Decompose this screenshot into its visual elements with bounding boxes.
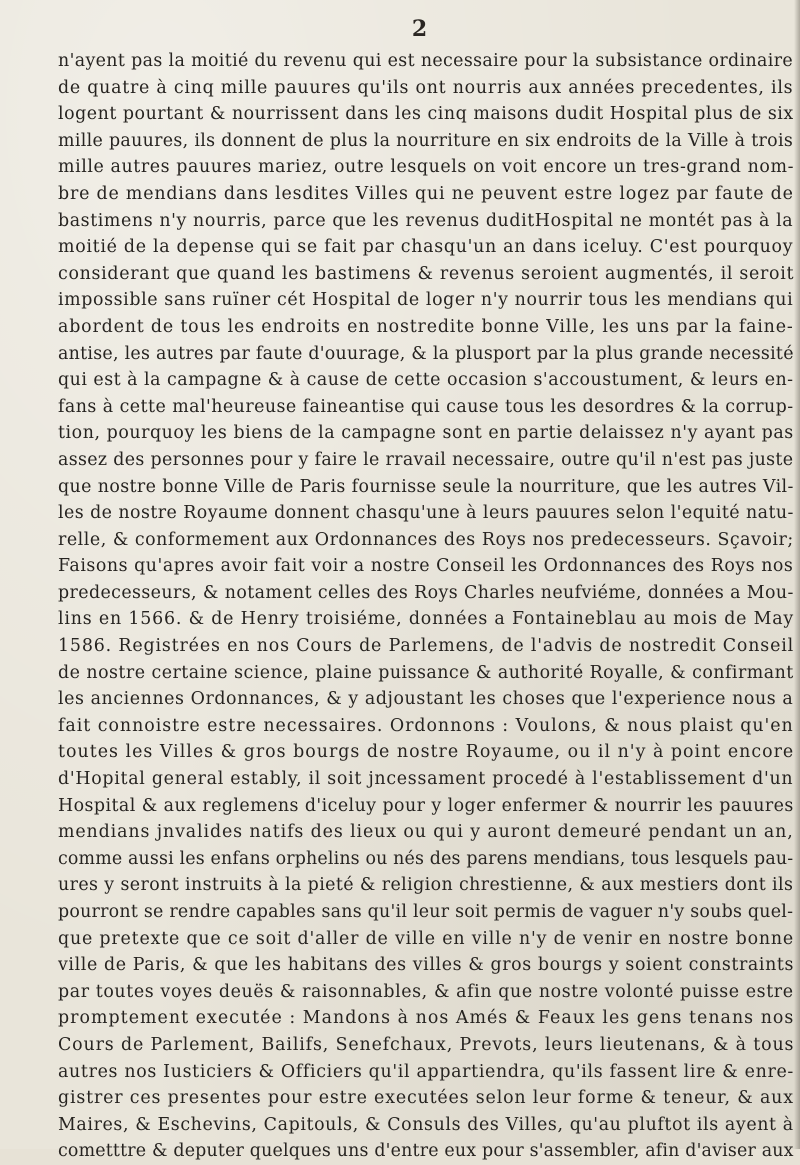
text-line: mille pauures, ils donnent de plus la nourriture en six endroits de la Ville à trois <box>58 130 794 151</box>
text-line: Cours de Parlement, Bailifs, Senefchaux, Prevots, leurs lieutenans, & à tous <box>58 1034 795 1055</box>
page-number: 2 <box>411 16 429 42</box>
text-line: mille autres pauures mariez, outre lesquels on voit encore un tres-grand nom- <box>58 157 795 178</box>
text-line: Faisons qu'apres avoir fait voir a nostre Conseil les Ordonnances des Roys nos <box>58 556 794 577</box>
text-line: impossible sans ruïner cét Hospital de loger n'y nourrir tous les mendians qui <box>58 290 794 311</box>
text-line: qui est à la campagne & à cause de cette occasion s'accoustument, & leurs en- <box>58 370 794 391</box>
page-edge-shadow <box>794 0 800 1149</box>
text-line: de quatre à cinq mille pauures qu'ils ont nourris aux années precedentes, ils <box>58 77 794 98</box>
text-line: bastimens n'y nourris, parce que les revenus duditHospital ne montét pas à la <box>58 210 794 231</box>
text-line: Maires, & Eschevins, Capitouls, & Consuls des Villes, qu'au pluftot ils ayent à <box>58 1114 794 1135</box>
text-line: promptement executée : Mandons à nos Amés & Feaux les gens tenans nos <box>58 1008 795 1029</box>
text-line: gistrer ces presentes pour estre executées selon leur forme & teneur, & aux <box>58 1088 794 1109</box>
text-line: par toutes voyes deuës & raisonnables, & afin que nostre volonté puisse estre <box>58 981 794 1002</box>
text-line: de nostre certaine science, plaine puissance & authorité Royalle, & confirmant <box>58 662 794 683</box>
text-line: toutes les Villes & gros bourgs de nostre Royaume, ou il n'y à point encore <box>58 742 795 763</box>
text-line: autres nos Iusticiers & Officiers qu'il appartiendra, qu'ils fassent lire & enre- <box>58 1061 794 1082</box>
text-line: moitié de la depense qui se fait par chasqu'un an dans iceluy. C'est pourquoy <box>58 237 794 258</box>
text-line: que nostre bonne Ville de Paris fournisse seule la nourriture, que les autres Vil- <box>58 476 794 497</box>
text-line: mendians jnvalides natifs des lieux ou qui y auront demeuré pendant un an, <box>58 822 794 843</box>
text-line: logent pourtant & nourrissent dans les cinq maisons dudit Hospital plus de six <box>58 104 794 125</box>
text-line: antise, les autres par faute d'ouurage, & la plusport par la plus grande necessité <box>58 343 794 364</box>
text-line: les de nostre Royaume donnent chasqu'une à leurs pauures selon l'equité natu- <box>58 503 794 524</box>
text-line: considerant que quand les bastimens & revenus seroient augmentés, il seroit <box>58 263 795 284</box>
text-line: lins en 1566. & de Henry troisiéme, données a Fontaineblau au mois de May <box>58 609 795 630</box>
text-line: comme aussi les enfans orphelins ou nés des parens mendians, tous lesquels pau- <box>58 848 794 869</box>
text-line: predecesseurs, & notament celles des Roys Charles neufviéme, données a Mou- <box>58 582 794 603</box>
text-line: tion, pourquoy les biens de la campagne sont en partie delaissez n'y ayant pas <box>58 423 794 444</box>
text-line: 1586. Registrées en nos Cours de Parlemens, de l'advis de nostredit Conseil <box>58 636 795 657</box>
text-line: fans à cette mal'heureuse faineantise qui cause tous les desordres & la corrup- <box>58 396 794 417</box>
text-line: ures y seront instruits à la pieté & religion chrestienne, & aux mestiers dont ils <box>58 875 794 896</box>
text-line: relle, & conformement aux Ordonnances des Roys nos predecesseurs. Sçavoir; <box>58 529 794 550</box>
text-line: d'Hopital general estably, il soit jncessament procedé à l'establissement d'un <box>58 769 794 790</box>
text-line: ville de Paris, & que les habitans des villes & gros bourgs y soient constraints <box>58 955 795 976</box>
text-line: bre de mendians dans lesdites Villes qui ne peuvent estre logez par faute de <box>58 183 794 204</box>
text-line: n'ayent pas la moitié du revenu qui est necessaire pour la subsistance ordinaire <box>58 51 794 71</box>
text-line: pourront se rendre capables sans qu'il leur soit permis de vaguer n'y soubs quel- <box>58 902 794 922</box>
text-line: Hospital & aux reglemens d'iceluy pour y loger enfermer & nourrir les pauures <box>58 795 794 816</box>
text-line: fait connoistre estre necessaires. Ordonnons : Voulons, & nous plaist qu'en <box>58 715 794 736</box>
text-line: cometttre & deputer quelques uns d'entre eux pour s'assembler, afin d'aviser aux <box>58 1141 794 1162</box>
body-text <box>58 48 793 1165</box>
text-line: les anciennes Ordonnances, & y adjoustant les choses que l'experience nous a <box>58 689 794 710</box>
text-line: que pretexte que ce soit d'aller de ville en ville n'y de venir en nostre bonne <box>58 928 795 949</box>
text-line: assez des personnes pour y faire le rravail necessaire, outre qu'il n'est pas juste <box>58 449 794 470</box>
text-line: abordent de tous les endroits en nostredite bonne Ville, les uns par la faine- <box>58 316 794 337</box>
